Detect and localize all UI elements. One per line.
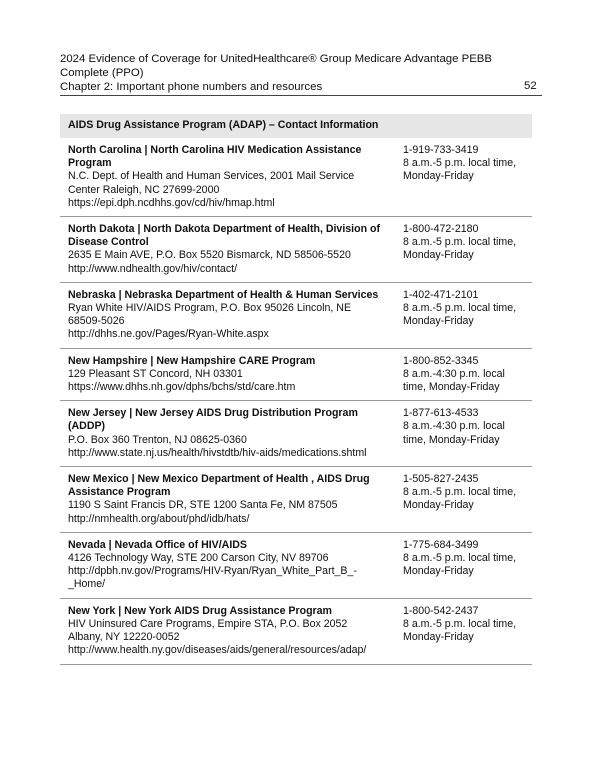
program-url[interactable]: http://nmhealth.org/about/phd/idb/hats/	[68, 512, 250, 525]
program-name: New Hampshire | New Hampshire CARE Program	[68, 354, 316, 367]
program-phone: 1-402-471-2101	[403, 288, 479, 301]
program-hours: 8 a.m.-5 p.m. local time, Monday-Friday	[403, 236, 517, 262]
program-name: North Dakota | North Dakota Department of Health, Division of Disease Control	[68, 223, 380, 249]
table-header-row	[60, 114, 532, 138]
program-url[interactable]: http://dhhs.ne.gov/Pages/Ryan-White.aspx	[68, 328, 269, 341]
program-url[interactable]: http://www.state.nj.us/health/hivstdtb/hiv-aids/medications.shtml	[68, 446, 367, 459]
program-phone: 1-919-733-3419	[403, 144, 479, 156]
table-row	[60, 138, 532, 217]
program-url[interactable]: http://www.ndhealth.gov/hiv/contact/	[68, 262, 238, 275]
program-phone: 1-800-472-2180	[403, 223, 479, 236]
table-row	[60, 217, 532, 283]
program-name: Nevada | Nevada Office of HIV/AIDS	[68, 538, 247, 551]
program-phone: 1-800-852-3345	[403, 354, 479, 367]
program-address: HIV Uninsured Care Programs, Empire STA, P.O. Box 2052 Albany, NY 12220-0052	[68, 617, 348, 644]
page-header	[60, 52, 542, 94]
program-address: Ryan White HIV/AIDS Program, P.O. Box 95026 Lincoln, NE 68509-5026	[68, 302, 352, 328]
program-hours: 8 a.m.-5 p.m. local time, Monday-Friday	[403, 617, 517, 644]
program-address: N.C. Dept. of Health and Human Services, 2001 Mail Service Center Raleigh, NC 27699-2000	[68, 170, 355, 196]
program-name: New York | New York AIDS Drug Assistance Program	[68, 604, 332, 617]
program-hours: 8 a.m.-5 p.m. local time, Monday-Friday	[403, 302, 517, 328]
table-heading-blank	[391, 114, 532, 138]
table-row	[60, 467, 532, 533]
program-hours: 8 a.m.-5 p.m. local time, Monday-Friday	[403, 552, 517, 578]
program-address: 2635 E Main AVE, P.O. Box 5520 Bismarck, ND 58506-5520	[68, 249, 351, 262]
program-url[interactable]: https://epi.dph.ncdhhs.gov/cd/hiv/hmap.html	[68, 196, 275, 209]
program-phone: 1-800-542-2437	[403, 604, 479, 617]
program-phone: 1-505-827-2435	[403, 473, 479, 486]
program-phone: 1-775-684-3499	[403, 538, 479, 551]
document-title: 2024 Evidence of Coverage for UnitedHealthcare® Group Medicare Advantage PEBB Complete (PPO)	[60, 53, 492, 79]
program-url[interactable]: http://dpbh.nv.gov/Programs/HIV-Ryan/Ryan_White_Part_B_-_Home/	[68, 565, 357, 591]
page-number: 52	[524, 80, 537, 92]
table-row	[60, 532, 532, 598]
table-row	[60, 348, 532, 401]
program-url[interactable]: http://www.health.ny.gov/diseases/aids/general/resources/adap/	[68, 644, 367, 657]
program-phone: 1-877-613-4533	[403, 407, 479, 420]
program-hours: 8 a.m.-5 p.m. local time, Monday-Friday	[403, 157, 517, 183]
adap-contact-table	[60, 114, 532, 665]
program-name: Nebraska | Nebraska Department of Health & Human Services	[68, 288, 379, 301]
chapter-title: Chapter 2: Important phone numbers and resources	[60, 81, 323, 93]
program-address: 129 Pleasant ST Concord, NH 03301	[68, 367, 243, 380]
program-name: New Mexico | New Mexico Department of Health , AIDS Drug Assistance Program	[68, 473, 370, 499]
table-row	[60, 598, 532, 664]
program-address: 4126 Technology Way, STE 200 Carson City, NV 89706	[68, 552, 329, 565]
program-hours: 8 a.m.-4:30 p.m. local time, Monday-Friday	[403, 420, 505, 446]
program-name: New Jersey | New Jersey AIDS Drug Distribution Program (ADDP)	[68, 407, 358, 433]
table-row	[60, 282, 532, 348]
program-address: P.O. Box 360 Trenton, NJ 08625-0360	[68, 433, 247, 446]
program-url[interactable]: https://www.dhhs.nh.gov/dphs/bchs/std/care.htm	[68, 381, 296, 394]
table-row	[60, 401, 532, 467]
program-hours: 8 a.m.-4:30 p.m. local time, Monday-Friday	[403, 367, 505, 394]
program-name: North Carolina | North Carolina HIV Medication Assistance Program	[68, 144, 362, 170]
program-address: 1190 S Saint Francis DR, STE 1200 Santa Fe, NM 87505	[68, 499, 338, 512]
table-heading: AIDS Drug Assistance Program (ADAP) – Contact Information	[60, 114, 391, 138]
header-divider	[60, 95, 542, 96]
program-hours: 8 a.m.-5 p.m. local time, Monday-Friday	[403, 486, 517, 512]
